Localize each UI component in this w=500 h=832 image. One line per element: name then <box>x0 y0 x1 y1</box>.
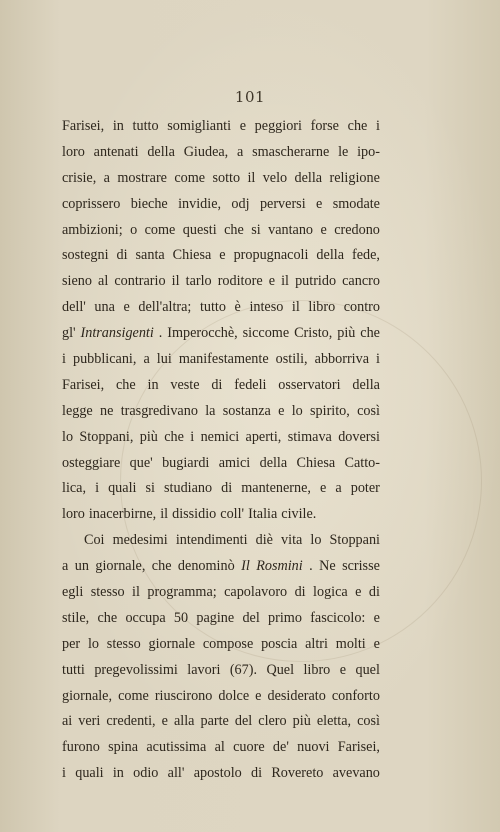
word: più <box>337 325 356 342</box>
word: di <box>211 376 223 393</box>
word: santa <box>135 247 165 264</box>
page-number: 101 <box>234 88 266 106</box>
word: e <box>316 195 323 212</box>
word: come <box>174 169 206 186</box>
word: religione <box>329 169 380 186</box>
word: loro <box>62 506 85 523</box>
word: i <box>376 351 380 368</box>
italic-word: Il <box>241 558 250 575</box>
word: amici <box>218 454 251 471</box>
word: fedeli <box>234 376 267 393</box>
word: di <box>221 480 233 497</box>
word: lo <box>291 402 303 419</box>
text-line <box>62 528 380 554</box>
word: trasgredivano <box>120 402 198 419</box>
word: in <box>147 376 159 393</box>
word: Farisei, <box>62 118 105 134</box>
word: compose <box>202 635 254 652</box>
word: Imperocchè, <box>167 325 238 342</box>
word: desiderato <box>267 687 326 704</box>
word: giornale, <box>62 687 113 704</box>
word: lica, <box>62 480 87 497</box>
word: doversi <box>338 428 380 445</box>
word: e <box>320 221 327 238</box>
word: giornale, <box>95 558 146 575</box>
word: aperti, <box>245 428 282 445</box>
word: coll' <box>220 506 245 523</box>
word: e <box>255 687 262 704</box>
word: e <box>373 635 380 652</box>
word: Ne <box>319 558 336 575</box>
word: a <box>237 143 244 160</box>
word: Giudea, <box>183 143 229 160</box>
word: i <box>190 428 195 445</box>
word: cancro <box>342 273 380 290</box>
word: quel <box>355 661 380 678</box>
word: e <box>373 609 380 626</box>
text-line <box>62 218 380 244</box>
word: i <box>376 118 380 134</box>
word: 50 <box>173 609 189 626</box>
word: programma; <box>147 584 217 601</box>
word: credono <box>334 221 380 238</box>
word: della <box>316 247 344 264</box>
word: poter <box>350 480 380 497</box>
word: tutto <box>199 299 226 316</box>
word: giornale <box>148 635 195 652</box>
text-line <box>62 451 380 477</box>
word: della <box>259 454 288 471</box>
word: del <box>242 609 260 626</box>
word: all' <box>167 765 185 782</box>
word: conforto <box>331 687 380 704</box>
word: della <box>352 376 380 393</box>
word: sotto <box>212 169 241 186</box>
word: contro <box>343 299 380 316</box>
word: credenti, <box>106 713 156 730</box>
word: furono <box>62 739 100 756</box>
text-line <box>62 580 380 606</box>
word: eletta, <box>316 713 352 730</box>
word: sostegni <box>62 247 109 264</box>
word: sostanza <box>222 402 271 419</box>
word: egli <box>62 584 84 601</box>
word: ne <box>100 402 114 419</box>
text-line <box>62 632 380 658</box>
word: peggiori <box>254 118 302 134</box>
word: primo <box>268 609 302 626</box>
word: inacerbirne, <box>88 506 157 523</box>
word: il <box>281 273 289 290</box>
word: legge <box>62 402 93 419</box>
word: mantenerne, <box>241 480 311 497</box>
word: il <box>291 299 300 316</box>
text-line <box>62 295 380 321</box>
word: tutti <box>62 661 85 678</box>
word: si <box>251 221 261 238</box>
word: di <box>294 584 306 601</box>
word: (67). <box>229 661 258 678</box>
word: mostrare <box>117 169 167 186</box>
word: i <box>62 351 66 368</box>
word: loro <box>62 143 85 160</box>
word: della <box>147 143 175 160</box>
word: gl' <box>62 325 76 342</box>
word: Farisei, <box>62 376 105 393</box>
word: più <box>139 428 158 445</box>
word: del <box>234 713 253 730</box>
text-line <box>62 761 380 787</box>
word: pubblicani, <box>72 351 137 368</box>
word: o <box>130 221 138 238</box>
word: bugiardi <box>162 454 210 471</box>
word: della <box>294 169 323 186</box>
text-line <box>62 476 380 502</box>
text-line <box>62 347 380 373</box>
text-line <box>62 243 380 269</box>
word: che <box>164 428 184 445</box>
word: a <box>103 169 110 186</box>
word: libro <box>303 661 331 678</box>
word: avevano <box>332 765 380 782</box>
word: dell' <box>62 299 86 316</box>
word: medesimi <box>112 532 168 549</box>
word: propugnacoli <box>233 247 309 264</box>
word: velo <box>262 169 288 186</box>
text-line <box>62 658 380 684</box>
word: ostili, <box>275 351 308 368</box>
word: dissidio <box>172 506 217 523</box>
word: putrido <box>295 273 337 290</box>
word: il <box>160 506 169 523</box>
word: ai <box>62 713 73 730</box>
word: di <box>368 584 380 601</box>
text-line <box>62 166 380 192</box>
word: pagine <box>196 609 235 626</box>
word: al <box>214 739 225 756</box>
word: così <box>357 713 380 730</box>
text-line <box>62 140 380 166</box>
word: fede, <box>351 247 380 264</box>
word: stile, <box>62 609 90 626</box>
word: capolavoro <box>224 584 288 601</box>
text-line <box>62 373 380 399</box>
word: acutissima <box>146 739 207 756</box>
word: diè <box>255 532 273 549</box>
word: alla <box>173 713 195 730</box>
word: così <box>357 402 380 419</box>
word: il <box>247 169 256 186</box>
word: il <box>171 273 180 290</box>
word: studiano <box>164 480 213 497</box>
word: que' <box>129 454 153 471</box>
word: sieno <box>62 273 92 290</box>
word: che <box>151 558 172 575</box>
word: quali <box>75 765 104 782</box>
word: perversi <box>259 195 306 212</box>
word: contrario <box>114 273 166 290</box>
word: veri <box>78 713 101 730</box>
word: Stoppani <box>329 532 380 549</box>
word: che <box>97 609 118 626</box>
word: Rovereto <box>271 765 324 782</box>
text-line <box>62 425 380 451</box>
word: spirito, <box>310 402 350 419</box>
text-line <box>62 735 380 761</box>
word: altri <box>305 635 328 652</box>
word: in <box>112 118 124 134</box>
word: vantano <box>268 221 314 238</box>
text-line <box>62 709 380 735</box>
text-line <box>62 554 380 580</box>
word: Catto- <box>344 454 380 471</box>
text-line <box>62 192 380 218</box>
word: ambizioni; <box>62 221 123 238</box>
word: e <box>123 299 130 316</box>
word: e <box>320 480 327 497</box>
word: e <box>239 118 247 134</box>
word: odj <box>231 195 250 212</box>
word: bieche <box>130 195 168 212</box>
word: una <box>94 299 115 316</box>
word: la <box>205 402 216 419</box>
word: coprissero <box>62 195 121 212</box>
word: nuovi <box>297 739 330 756</box>
word: a <box>143 351 150 368</box>
word: smodate <box>332 195 380 212</box>
word: le <box>338 143 349 160</box>
text-line <box>62 321 380 347</box>
word: che <box>224 221 244 238</box>
word: dell'altra; <box>138 299 192 316</box>
word: Chiesa <box>172 247 212 264</box>
word: e <box>278 402 285 419</box>
word: de' <box>272 739 289 756</box>
word: denominò <box>177 558 235 575</box>
word: tarlo <box>185 273 212 290</box>
word: manifestamente <box>178 351 269 368</box>
word: antenati <box>93 143 139 160</box>
word: libro <box>308 299 336 316</box>
word: e <box>268 273 276 290</box>
word: crisie, <box>62 169 97 186</box>
word: stesso <box>106 635 141 652</box>
word: clero <box>258 713 287 730</box>
word: poscia <box>261 635 298 652</box>
word: Cristo, <box>294 325 333 342</box>
text-line <box>62 114 380 140</box>
word: somiglianti <box>167 118 232 134</box>
word: lui <box>156 351 172 368</box>
word: di <box>251 765 263 782</box>
word: come <box>144 221 176 238</box>
word: cuore <box>233 739 265 756</box>
word: smascherarne <box>252 143 330 160</box>
word: scrisse <box>342 558 380 575</box>
word: dolce <box>218 687 250 704</box>
word: i <box>62 765 66 782</box>
word: a <box>62 558 69 575</box>
word: e <box>339 661 347 678</box>
word: vita <box>281 532 303 549</box>
word: invidie, <box>178 195 222 212</box>
word: al <box>98 273 109 290</box>
word: lo <box>62 428 74 445</box>
word: stimava <box>287 428 332 445</box>
word: i <box>95 480 100 497</box>
word: si <box>145 480 155 497</box>
word: osservatori <box>278 376 341 393</box>
word: il <box>132 584 140 601</box>
word: . <box>309 558 313 575</box>
word: stesso <box>90 584 125 601</box>
word: Stoppani, <box>79 428 134 445</box>
word: civile. <box>281 506 317 523</box>
word: che <box>360 325 380 342</box>
word: veste <box>170 376 200 393</box>
word: logica <box>313 584 348 601</box>
word: tutto <box>132 118 159 134</box>
word: siccome <box>242 325 290 342</box>
word: a <box>335 480 342 497</box>
text-line <box>62 269 380 295</box>
word: pregevolissimi <box>94 661 178 678</box>
word: roditore <box>217 273 263 290</box>
word: parte <box>200 713 229 730</box>
word: è <box>234 299 241 316</box>
word: abborriva <box>314 351 370 368</box>
word: intendimenti <box>175 532 248 549</box>
word: e <box>219 247 226 264</box>
word: inteso <box>249 299 284 316</box>
word: Farisei, <box>337 739 380 756</box>
text-line <box>62 606 380 632</box>
word: . <box>158 325 163 342</box>
word: per <box>62 635 81 652</box>
word: Italia <box>248 506 278 523</box>
word: riuscirono <box>154 687 213 704</box>
word: quali <box>108 480 137 497</box>
word: un <box>74 558 89 575</box>
word: forse <box>310 118 339 134</box>
word: lo <box>87 635 99 652</box>
word: osteggiare <box>62 454 121 471</box>
italic-word: Rosmini <box>256 558 303 575</box>
word: Chiesa <box>296 454 336 471</box>
text-line <box>62 502 380 528</box>
word: Quel <box>266 661 295 678</box>
word: ipo- <box>357 143 380 160</box>
word: Coi <box>84 532 105 549</box>
word: questi <box>182 221 217 238</box>
word: che <box>347 118 368 134</box>
word: apostolo <box>193 765 242 782</box>
word: e <box>161 713 168 730</box>
body-text <box>62 114 380 787</box>
word: occupa <box>125 609 166 626</box>
word: spina <box>108 739 139 756</box>
word: più <box>292 713 311 730</box>
word: fascicolo: <box>310 609 366 626</box>
word: nemici <box>200 428 240 445</box>
word: in <box>112 765 124 782</box>
word: e <box>355 584 362 601</box>
word: lavori <box>187 661 221 678</box>
text-line <box>62 684 380 710</box>
word: lo <box>310 532 322 549</box>
word: di <box>116 247 128 264</box>
italic-word: Intransigenti <box>80 325 154 342</box>
word: che <box>115 376 136 393</box>
word: come <box>118 687 149 704</box>
word: molti <box>335 635 366 652</box>
text-line <box>62 399 380 425</box>
word: odio <box>133 765 159 782</box>
